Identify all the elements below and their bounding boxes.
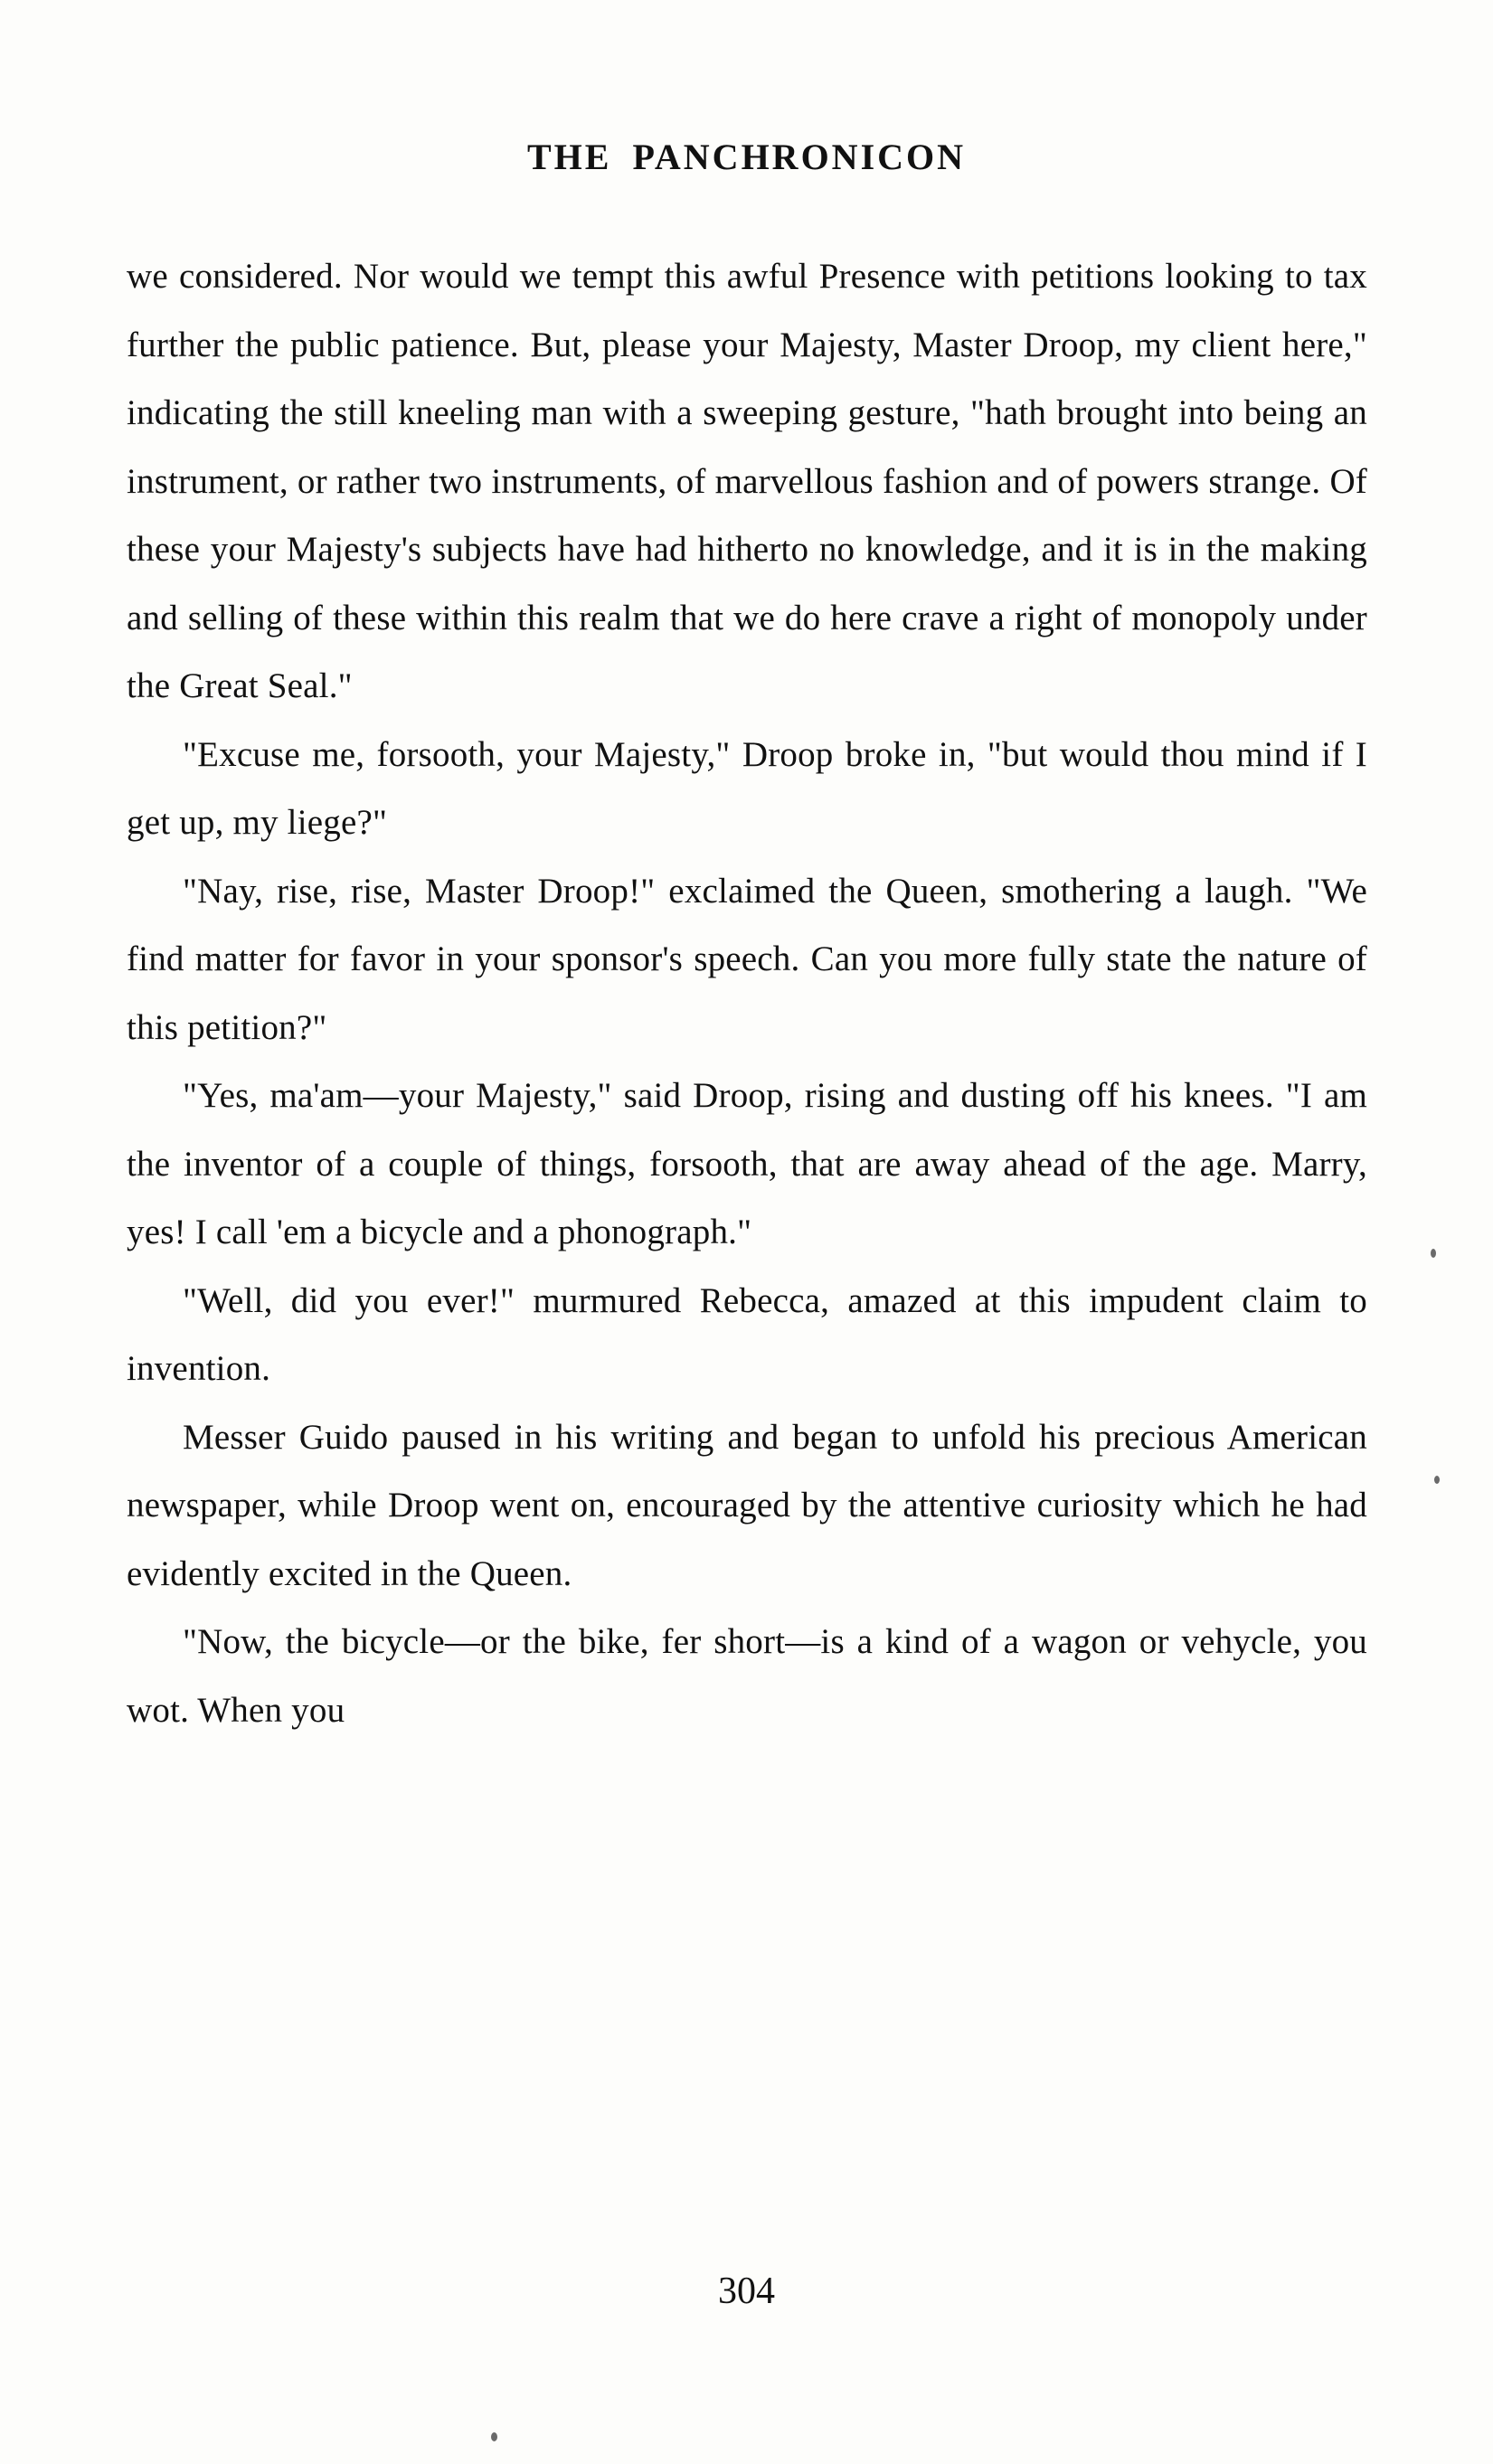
paragraph: "Nay, rise, rise, Master Droop!" exclaimed the Queen, smothering a laugh. "We find matter for favor in your sponsor's speech. Can you more fully state the nature of this petition?" <box>127 871 1367 1047</box>
page-speck <box>491 2432 497 2441</box>
page-speck <box>1434 1476 1440 1484</box>
paragraph: "Well, did you ever!" murmured Rebecca, amazed at this impudent claim to invention. <box>127 1280 1367 1388</box>
body-text <box>127 242 1367 1744</box>
paragraph: Messer Guido paused in his writing and began to unfold his precious American newspaper, while Droop went on, encouraged by the attentive curiosity which he had evidently excited in the Queen. <box>127 1417 1367 1593</box>
page-number: 304 <box>718 2270 775 2312</box>
page-speck <box>1431 1249 1436 1258</box>
paragraph: "Yes, ma'am—your Majesty," said Droop, rising and dusting off his knees. "I am the inventor of a couple of things, forsooth, that are away ahead of the age. Marry, yes! I call 'em a bicycle and a phonograph." <box>127 1076 1367 1251</box>
paragraph: "Now, the bicycle—or the bike, fer short—is a kind of a wagon or vehycle, you wot. When you <box>127 1622 1367 1730</box>
running-head: THE PANCHRONICON <box>526 137 967 177</box>
paragraph: we considered. Nor would we tempt this awful Presence with petitions looking to tax further the public patience. But, please your Majesty, Master Droop, my client here," indicating the still kneeling man with a sweeping gesture, "hath brought into being an instrument, or rather two instruments, of marvellous fashion and of powers strange. Of these your Majesty's subjects have had hitherto no knowledge, and it is in the making and selling of these within this realm that we do here crave a right of monopoly under the Great Seal." <box>127 257 1367 705</box>
paragraph: "Excuse me, forsooth, your Majesty," Droop broke in, "but would thou mind if I get up, my liege?" <box>127 734 1367 842</box>
